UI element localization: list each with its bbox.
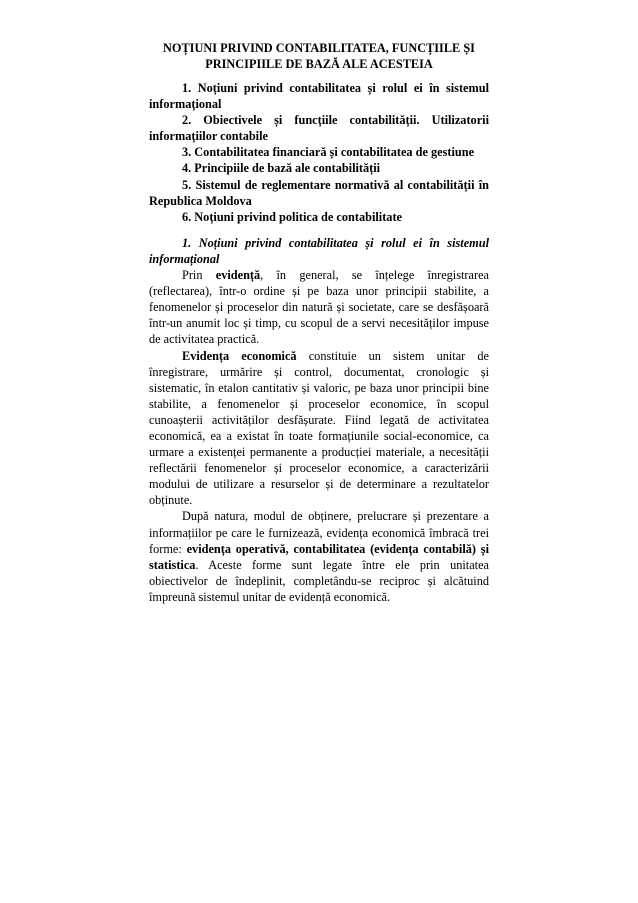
paragraph-1-body: , în general, se înțelege înregistrarea (reflectarea), într-o ordine și pe baza unor principii stabilite, a fenomenelor și proceselor din natură și societate, care se desfășoară într-un anumit loc și timp, cu scopul de a servi necesităților impuse de activitatea practică. (149, 268, 489, 347)
paragraph-1-intro: Prin (182, 268, 216, 283)
paragraph-3 (149, 508, 489, 605)
toc-item-6: 6. Noțiuni privind politica de contabilitate (182, 209, 402, 224)
section-heading: 1. Noțiuni privind contabilitatea și rolul ei în sistemul informațional (149, 235, 489, 266)
toc-item-1: 1. Noțiuni privind contabilitatea și rolul ei în sistemul informațional (149, 81, 489, 112)
toc-item-5: 5. Sistemul de reglementare normativă al contabilității în Republica Moldova (149, 177, 489, 208)
paragraph-2 (149, 348, 489, 509)
toc-item-4: 4. Principiile de bază ale contabilității (182, 161, 381, 176)
document-title (149, 40, 489, 72)
table-of-contents (149, 80, 489, 225)
paragraph-3-intro: După natura, modul de obținere, prelucrare și prezentare a informațiilor pe care le furnizează, evidența economică îmbracă trei forme: (149, 509, 489, 556)
paragraph-2-body: constituie un sistem unitar de înregistrare, urmărire și control, documentat, cronologic și sistematic, în etalon cantitativ și valoric, pe baza unor principii bine stabilite, a fenomenelor și proceselor economice, în scopul cunoașterii activităților desfășurate. Fiind legată de activitatea economică, ea a existat în toate formațiunile social-economice, ca urmare a existenței permanente a producției materiale, a necesității reflectării fenomenelor și proceselor economice, a caracterizării modului de utilizare a resurselor și de determinare a rezultatelor obținute. (149, 348, 489, 508)
title-line-1: NOȚIUNI PRIVIND CONTABILITATEA, FUNCȚIILE ȘI (163, 41, 475, 55)
toc-item-3: 3. Contabilitatea financiară și contabilitatea de gestiune (182, 145, 475, 160)
paragraph-1 (149, 267, 489, 347)
term-evidenta: evidență (215, 268, 261, 283)
toc-item-2: 2. Obiectivele și funcțiile contabilității. Utilizatorii informațiilor contabile (149, 113, 489, 144)
paragraph-3-body: . Aceste forme sunt legate între ele prin unitatea obiectivelor de îndeplinit, completându-se reciproc și alcătuind împreună sistemul unitar de evidență economică. (149, 557, 489, 604)
title-line-2: PRINCIPIILE DE BAZĂ ALE ACESTEIA (205, 57, 433, 71)
term-forms: evidența operativă, contabilitatea (evidența contabilă) și statistica (149, 541, 489, 572)
document-page (149, 40, 489, 605)
term-evidenta-economica: Evidența economică (182, 348, 297, 363)
